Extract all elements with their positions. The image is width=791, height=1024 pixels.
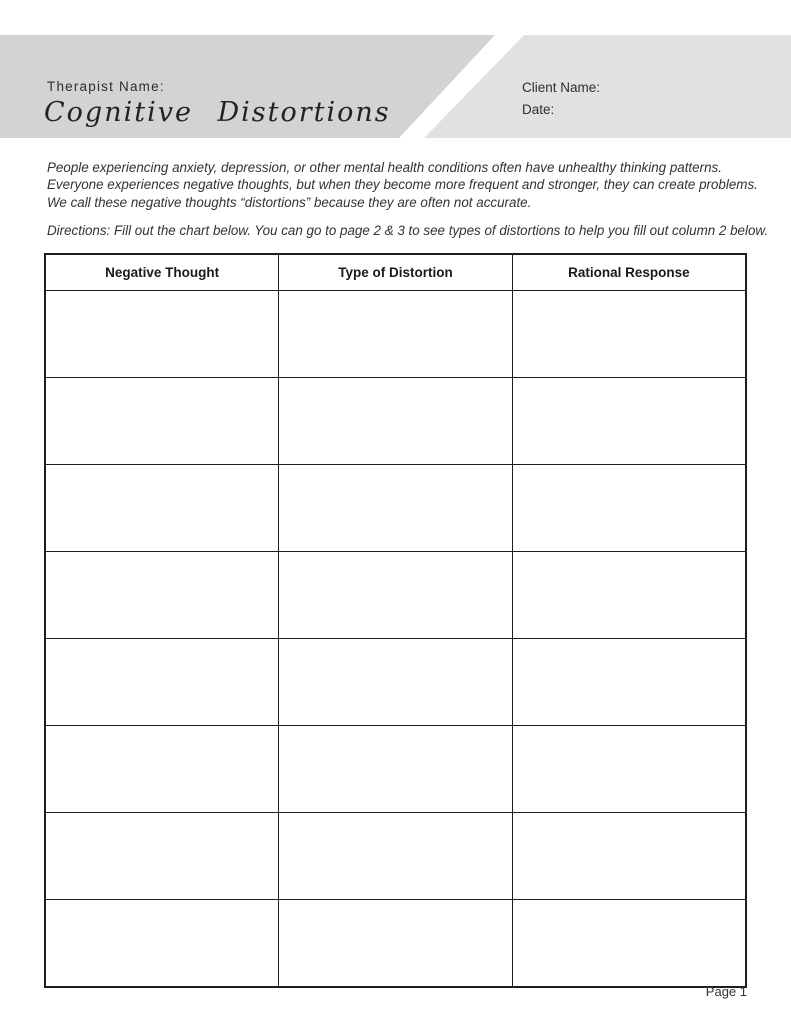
column-header-negative-thought: Negative Thought: [45, 254, 279, 291]
page-number-label: Page 1: [705, 984, 747, 999]
intro-line: Everyone experiences negative thoughts, but when they become more frequent and stronger, they can create problems.: [47, 177, 758, 193]
table-cell-empty: [279, 639, 513, 726]
header-row: [45, 254, 746, 291]
table-row: [45, 900, 746, 988]
client-name-label: Client Name:: [522, 80, 601, 95]
table-cell-empty: [45, 639, 279, 726]
intro-line: People experiencing anxiety, depression, or other mental health conditions often have unhealthy thinking patterns.: [47, 160, 722, 175]
table-cell-empty: [45, 726, 279, 813]
table-cell-empty: [512, 726, 746, 813]
table-cell-empty: [279, 291, 513, 378]
table-cell-empty: [512, 813, 746, 900]
table-cell-empty: [45, 465, 279, 552]
table-cell-empty: [45, 291, 279, 378]
table-cell-empty: [279, 726, 513, 813]
table-cell-empty: [45, 552, 279, 639]
table-cell-empty: [279, 900, 513, 988]
worksheet-table: [44, 253, 747, 988]
table-cell-empty: [279, 813, 513, 900]
table-row: [45, 639, 746, 726]
intro-paragraph: [47, 159, 763, 211]
page-title: Cognitive Distortions: [44, 97, 391, 128]
table-row: [45, 726, 746, 813]
worksheet-table-header: [45, 254, 746, 291]
table-cell-empty: [279, 378, 513, 465]
table-cell-empty: [45, 378, 279, 465]
table-cell-empty: [512, 291, 746, 378]
table-cell-empty: [512, 465, 746, 552]
table-row: [45, 378, 746, 465]
table-row: [45, 465, 746, 552]
column-header-rational-response: Rational Response: [512, 254, 746, 291]
worksheet-table-body: [45, 291, 746, 988]
therapist-name-label: Therapist Name:: [47, 79, 165, 94]
table-row: [45, 552, 746, 639]
table-cell-empty: [512, 639, 746, 726]
date-label: Date:: [522, 102, 555, 117]
table-cell-empty: [45, 813, 279, 900]
table-cell-empty: [45, 900, 279, 988]
table-row: [45, 291, 746, 378]
table-cell-empty: [279, 465, 513, 552]
directions-text: Directions: Fill out the chart below. You can go to page 2 & 3 to see types of distortions to help you fill out column 2 below.: [47, 223, 769, 238]
table-cell-empty: [279, 552, 513, 639]
table-cell-empty: [512, 900, 746, 988]
table-cell-empty: [512, 378, 746, 465]
intro-line: We call these negative thoughts “distortions” because they are often not accurate.: [47, 194, 532, 210]
table-cell-empty: [512, 552, 746, 639]
column-header-type-of-distortion: Type of Distortion: [279, 254, 513, 291]
table-row: [45, 813, 746, 900]
